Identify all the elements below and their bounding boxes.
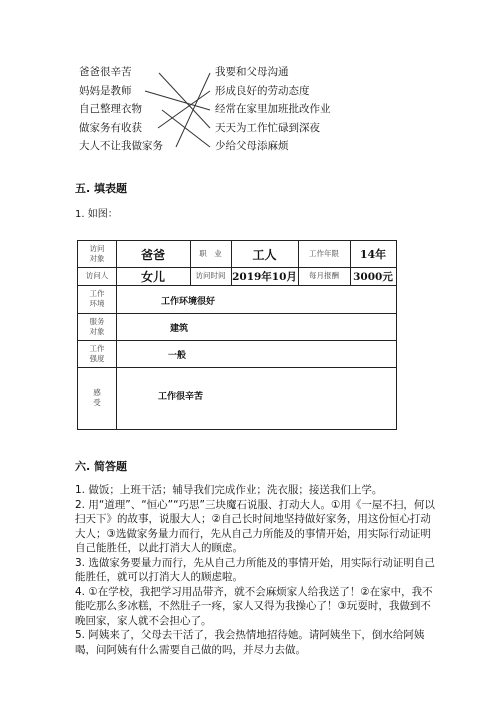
left-item-3: 自己整理衣物 [79, 103, 142, 115]
left-item-2: 妈妈是教师 [79, 85, 132, 97]
answer-3: 3. 选做家务要量力而行，先从自己力所能及的事情开始，用实际行动证明自己能胜任，就可以打消大人的顾虑啦。 [75, 556, 435, 583]
feelings-value: 工作很辛苦 [158, 392, 204, 402]
matching-lines [0, 0, 500, 170]
left-item-1: 爸爸很辛苦 [79, 66, 132, 78]
service-object-value: 建筑 [170, 324, 189, 334]
answers-block [75, 483, 435, 657]
right-item-5: 少给父母添麻烦 [215, 140, 289, 152]
answer-1: 1. 做饭；上班干活；辅导我们完成作业；洗衣服；接送我们上学。 [75, 484, 383, 496]
visitor-value: 女儿 [140, 269, 165, 284]
label-feelings: 感 受 [93, 388, 101, 407]
label-visit-time: 访问时间 [195, 271, 226, 280]
matching-line-5 [176, 73, 210, 147]
answer-5: 5. 阿姨来了，父母去干活了，我会热情地招待她。请阿姨坐下，倒水给阿姨喝，问阿姨有什么需要自己做的吗，并尽力去做。 [75, 629, 425, 656]
matching-line-3 [162, 110, 210, 147]
left-item-4: 做家务有收获 [79, 122, 142, 134]
label-work-environment: 工作 环境 [89, 289, 105, 308]
label-work-intensity: 工作 强度 [89, 343, 105, 363]
label-visitor: 访问人 [85, 271, 109, 280]
work-intensity-value: 一般 [168, 351, 187, 361]
label-job: 职 业 [199, 249, 222, 258]
matching-line-4 [158, 91, 210, 128]
section6-heading: 六. 简答题 [75, 460, 128, 473]
label-salary: 每月报酬 [309, 271, 339, 280]
right-item-4: 天天为工作忙碌到深夜 [215, 122, 320, 134]
job-value: 工人 [252, 247, 277, 262]
visit-time-value: 2019年10月 [232, 270, 297, 283]
answer-4: 4. ①在学校，我把学习用品带齐，就不会麻烦家人给我送了！②在家中，我不能吃那么多冰糕，不然肚子一疼，家人又得为我操心了！③玩耍时，我做到不晚回家，家人就不会担心了。 [75, 585, 433, 627]
years-value: 14年 [359, 248, 387, 261]
right-item-1: 我要和父母沟通 [215, 66, 289, 78]
answer-2: 2. 用“道理”、“恒心”“巧思”三块魔石说服、打动大人。①用《一屋不扫，何以扫天下》的故事，说服大人；②自己长时间地坚持做好家务，用这份恒心打动大人；③选做家务量力而行，先从自己力所能及的事情开始，用实际行动证明自己能胜任，以此打消大人的顾虑。 [75, 498, 435, 554]
matching-line-1 [159, 73, 210, 128]
section5-heading: 五. 填表题 [75, 182, 128, 195]
visit-object-value: 爸爸 [140, 247, 165, 262]
label-visit-object: 访问 对象 [89, 244, 105, 263]
label-service-object: 服务 对象 [89, 316, 105, 336]
survey-table [77, 240, 397, 430]
right-item-2: 形成良好的劳动态度 [215, 85, 310, 97]
left-item-5: 大人不让我做家务 [79, 140, 163, 152]
section5-prompt: 1. 如图： [75, 209, 118, 220]
right-item-3: 经常在家里加班批改作业 [215, 103, 331, 115]
label-years: 工作年限 [309, 249, 339, 258]
work-environment-value: 工作环境很好 [161, 297, 216, 307]
salary-value: 3000元 [353, 270, 393, 283]
